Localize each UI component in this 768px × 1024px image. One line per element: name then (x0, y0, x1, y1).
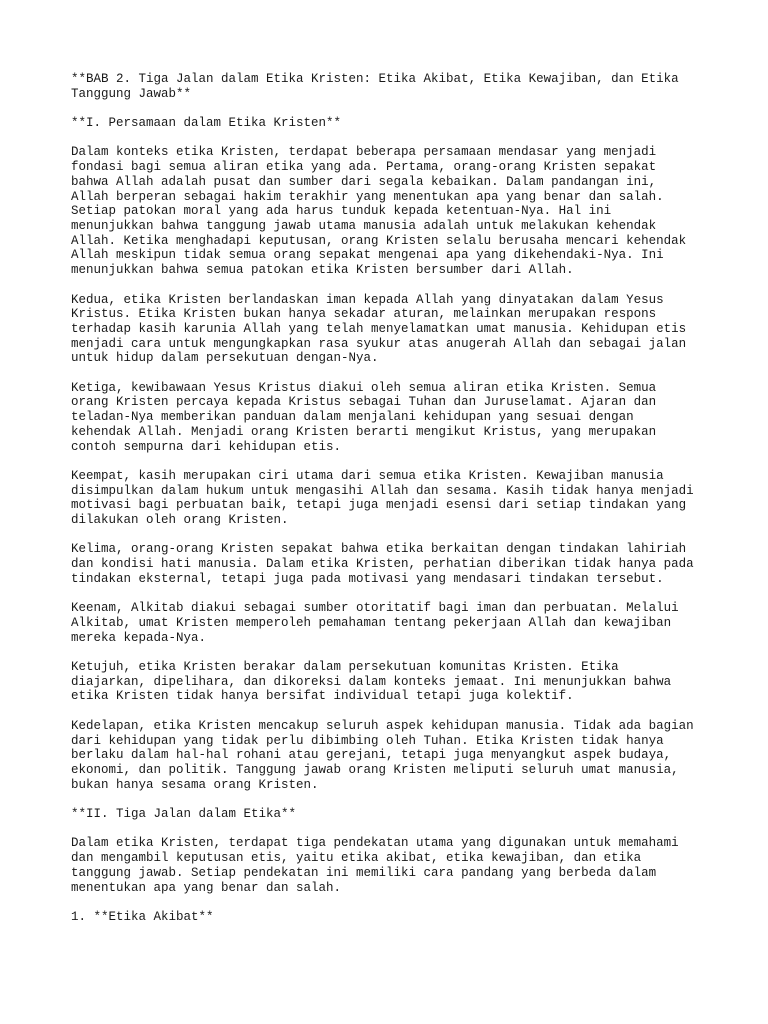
paragraph-ketiga: Ketiga, kewibawaan Yesus Kristus diakui oleh semua aliran etika Kristen. Semua orang Kristen percaya kepada Kristus sebagai Tuhan dan Juruselamat. Ajaran dan teladan-Nya memberikan panduan dalam menjalani kehidupan yang sesuai dengan kehendak Allah. Menjadi orang Kristen berarti mengikut Kristus, yang merupakan contoh sempurna dari kehidupan etis. (71, 380, 657, 454)
paragraph-keempat: Keempat, kasih merupakan ciri utama dari semua etika Kristen. Kewajiban manusia disimpulkan dalam hukum untuk mengasihi Allah dan sesama. Kasih tidak hanya menjadi motivasi bagi perbuatan baik, tetapi juga menjadi esensi dari setiap tindakan yang dilakukan oleh orang Kristen. (71, 468, 694, 528)
document-title: **BAB 2. Tiga Jalan dalam Etika Kristen: Etika Akibat, Etika Kewajiban, dan Etika Tanggung Jawab** (71, 72, 679, 101)
section-heading-persamaan: **I. Persamaan dalam Etika Kristen** (71, 116, 342, 131)
section-heading-tiga-jalan: **II. Tiga Jalan dalam Etika** (71, 807, 297, 821)
paragraph-kedua: Kedua, etika Kristen berlandaskan iman kepada Allah yang dinyatakan dalam Yesus Kristus. Etika Kristen bukan hanya sekadar aturan, melainkan merupakan respons terhadap kasih karunia Allah yang telah menyelamatkan umat manusia. Kehidupan etis menjadi cara untuk mengungkapkan rasa syukur atas anugerah Allah dan sebagai jalan untuk hidup dalam persekutuan dengan-Nya. (71, 292, 687, 366)
list-item-etika-akibat: 1. **Etika Akibat** (71, 909, 214, 924)
paragraph-pertama: Dalam konteks etika Kristen, terdapat beberapa persamaan mendasar yang menjadi fondasi bagi semua aliran etika yang ada. Pertama, orang-orang Kristen sepakat bahwa Allah adalah pusat dan sumber dari segala kebaikan. Dalam pandangan ini, Allah berperan sebagai hakim terakhir yang menentukan apa yang benar dan salah. Setiap patokan moral yang ada harus tunduk kepada ketentuan-Nya. Hal ini menunjukkan bahwa tanggung jawab utama manusia adalah untuk melakukan kehendak Allah. Ketika menghadapi keputusan, orang Kristen selalu berusaha mencari kehendak Allah meskipun tidak semua orang sepakat mengenai apa yang dikehendaki-Nya. Ini menunjukkan bahwa semua patokan etika Kristen bersumber dari Allah. (71, 145, 687, 278)
document-page (71, 72, 711, 939)
paragraph-ketujuh: Ketujuh, etika Kristen berakar dalam persekutuan komunitas Kristen. Etika diajarkan, dipelihara, dan dikoreksi dalam konteks jemaat. Ini menunjukkan bahwa etika Kristen tidak hanya bersifat individual tetapi juga kolektif. (71, 660, 672, 704)
paragraph-tiga-jalan-intro: Dalam etika Kristen, terdapat tiga pendekatan utama yang digunakan untuk memahami dan mengambil keputusan etis, yaitu etika akibat, etika kewajiban, dan etika tanggung jawab. Setiap pendekatan ini memiliki cara pandang yang berbeda dalam menentukan apa yang benar dan salah. (71, 836, 679, 895)
paragraph-keenam: Keenam, Alkitab diakui sebagai sumber otoritatif bagi iman dan perbuatan. Melalui Alkitab, umat Kristen memperoleh pemahaman tentang pekerjaan Allah dan kewajiban mereka kepada-Nya. (71, 601, 679, 645)
paragraph-kelima: Kelima, orang-orang Kristen sepakat bahwa etika berkaitan dengan tindakan lahiriah dan kondisi hati manusia. Dalam etika Kristen, perhatian diberikan tidak hanya pada tindakan eksternal, tetapi juga pada motivasi yang mendasari tindakan tersebut. (71, 542, 694, 586)
paragraph-kedelapan: Kedelapan, etika Kristen mencakup seluruh aspek kehidupan manusia. Tidak ada bagian dari kehidupan yang tidak perlu dibimbing oleh Tuhan. Etika Kristen tidak hanya berlaku dalam hal-hal rohani atau gerejani, tetapi juga menyangkut aspek budaya, ekonomi, dan politik. Tanggung jawab orang Kristen meliputi seluruh umat manusia, bukan hanya sesama orang Kristen. (71, 718, 694, 792)
